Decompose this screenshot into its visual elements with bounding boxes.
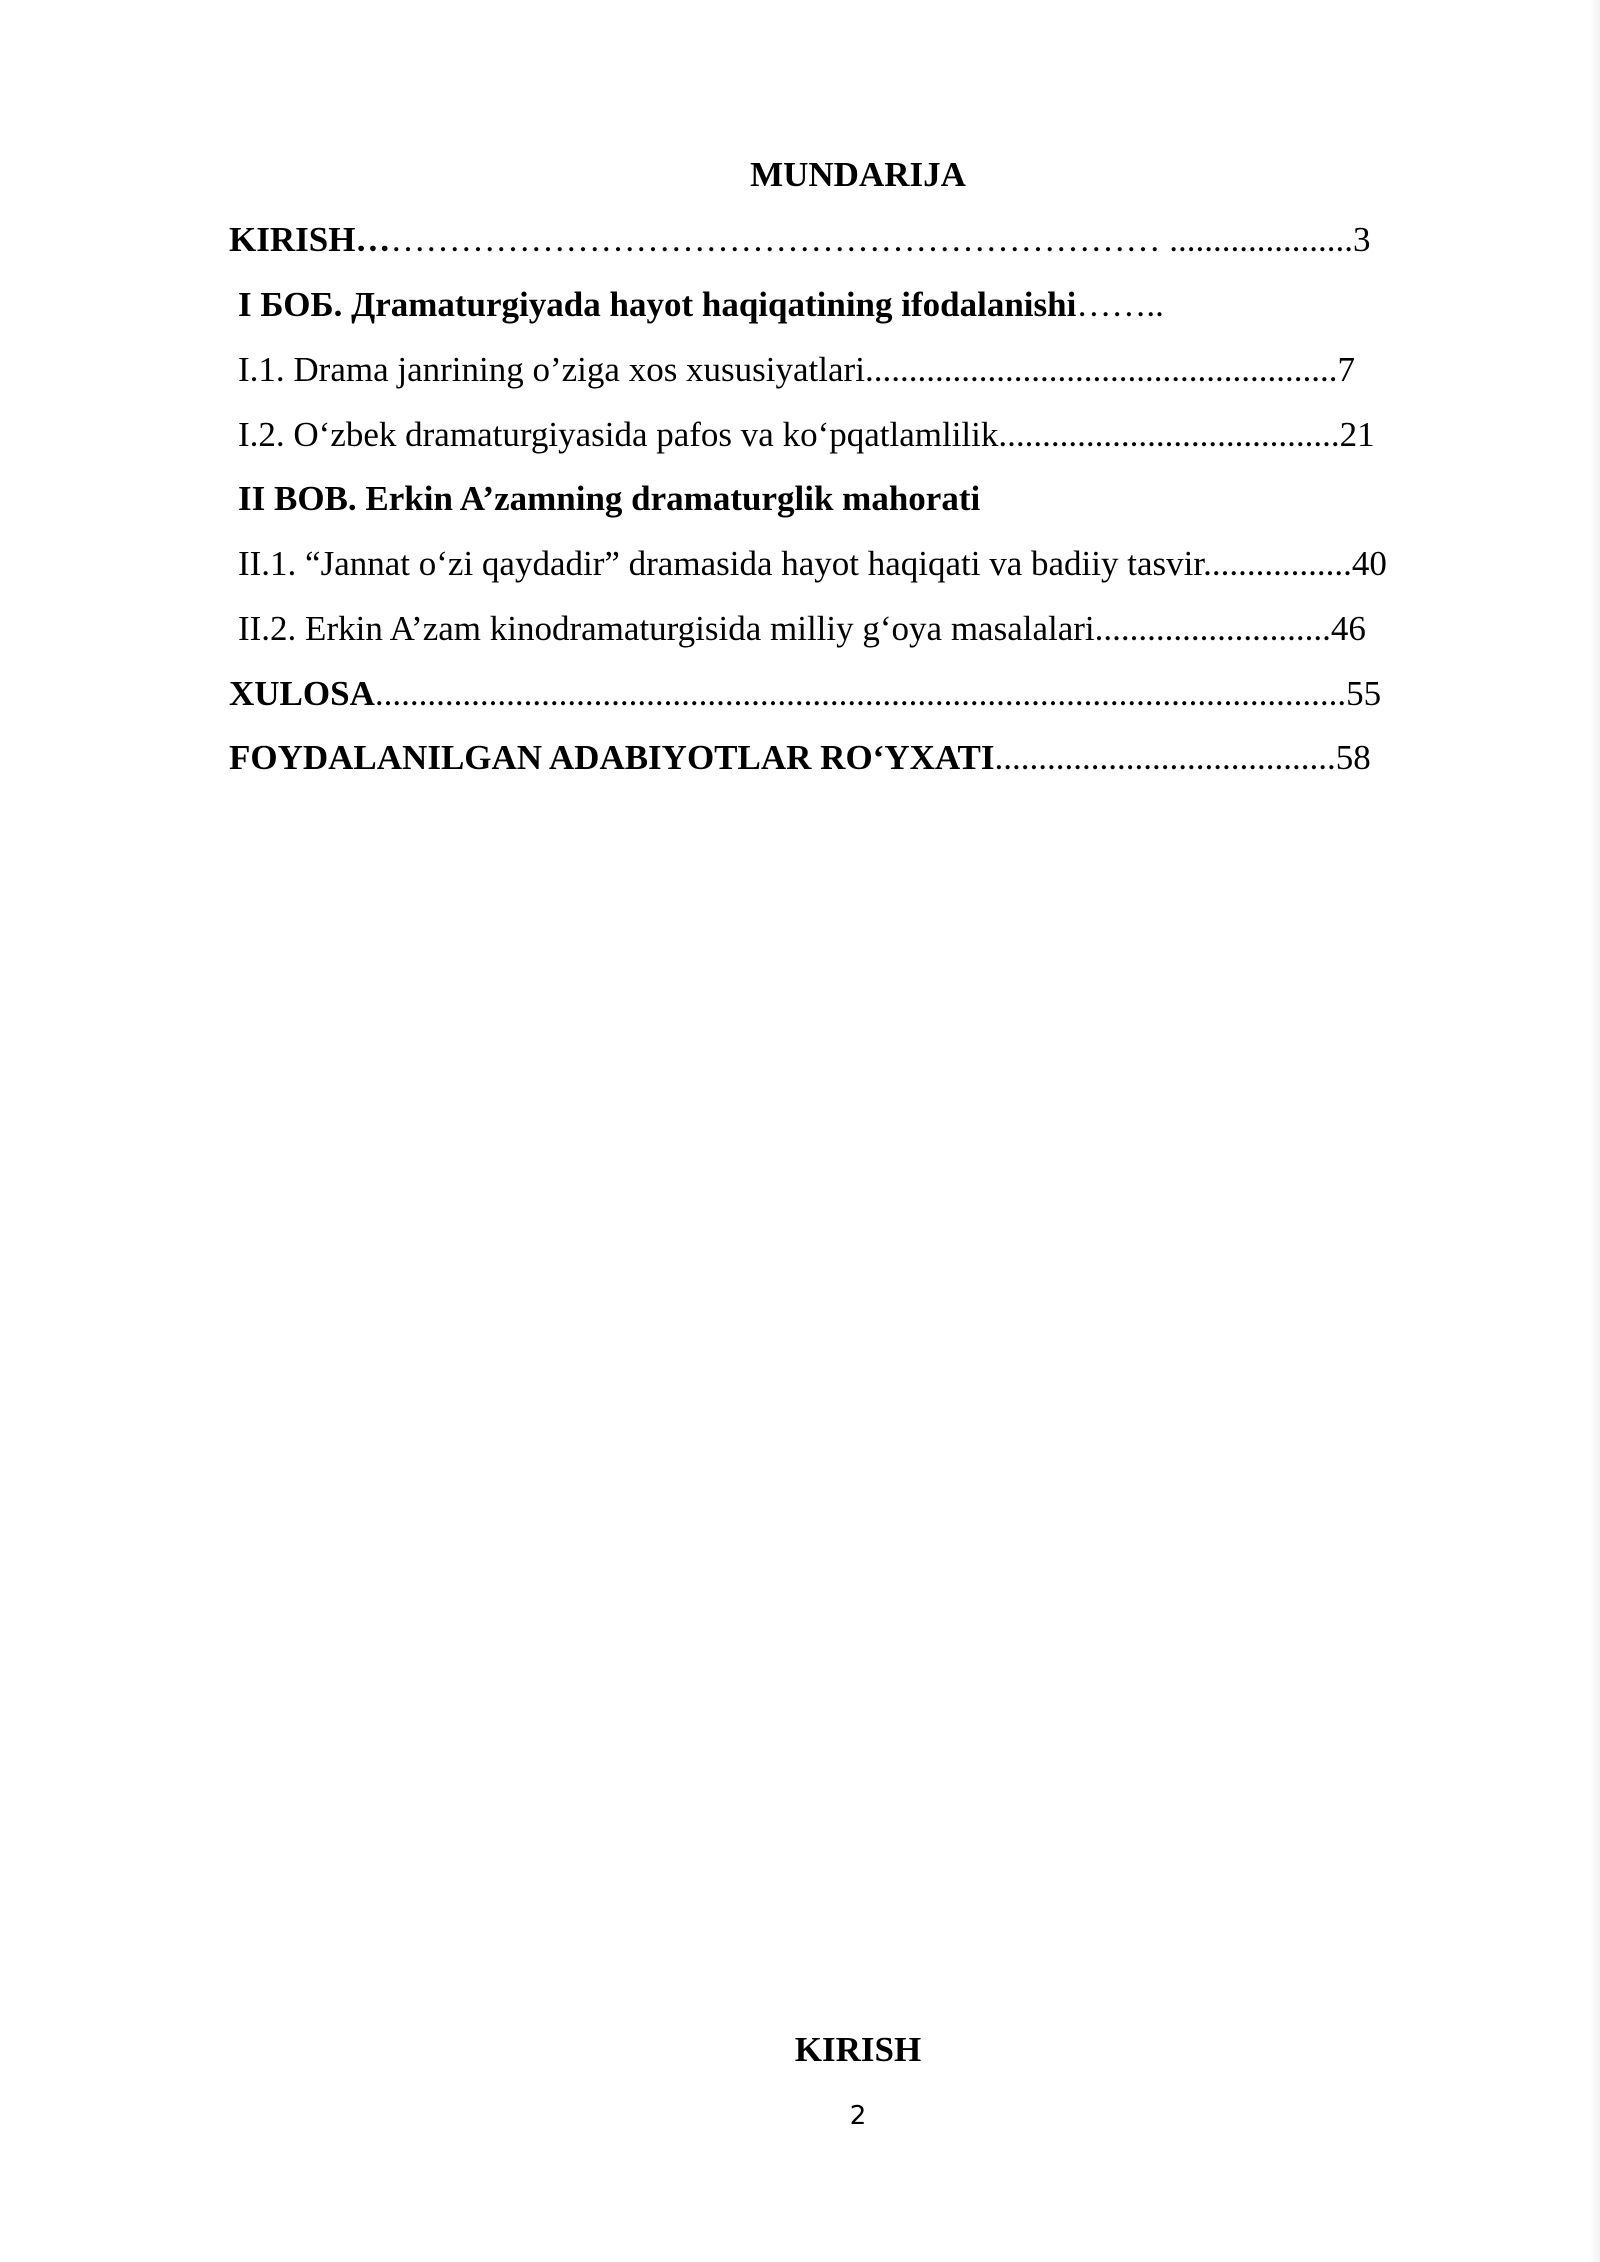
toc-entry-label: XULOSA [229,674,375,713]
toc-entry-section-2-1 [238,539,1387,589]
toc-entry-page: 55 [1346,674,1382,713]
toc-entry-label: II.2. Erkin A’zam kinodramaturgisida milliy g‘oya masalalari [238,609,1095,648]
toc-entry-page: 21 [1339,415,1375,454]
toc-entry-label: KIRISH… [229,220,391,259]
toc-entry-section-1-2 [238,410,1375,460]
toc-entry-bibliography [229,733,1371,783]
page-edge-shadow [1590,0,1600,2262]
toc-title: MUNDARIJA [750,155,966,194]
toc-entry-leader: ............................................................................................................... [374,674,1347,713]
toc-entry-kirish [229,215,1370,265]
toc-entry-leader: ........................... [1094,609,1331,648]
toc-entry-chapter-1 [238,280,1164,330]
toc-entry-label: II.1. “Jannat o‘zi qaydadir” dramasida hayot haqiqati va badiiy tasvir [238,544,1204,583]
toc-entry-label: I.1. Drama janrining o’ziga xos xususiyatlari [238,350,865,389]
toc-entry-page: 7 [1337,350,1355,389]
toc-entry-label: FOYDALANILGAN ADABIYOTLAR RO‘YXATI [229,738,995,777]
toc-entry-label: I.2. O‘zbek dramaturgiyasida pafos va ko‘pqatlamlilik [238,415,999,454]
toc-entry-leader: …….. [1076,285,1164,324]
toc-entry-leader: ....................................... [998,415,1340,454]
toc-entry-page: 40 [1351,544,1387,583]
toc-entry-section-2-2 [238,604,1366,654]
toc-entry-chapter-2 [238,474,980,524]
toc-entry-page: 46 [1330,609,1366,648]
toc-entry-xulosa [229,669,1381,719]
toc-entry-page: 3 [1352,220,1371,259]
toc-entry-page: 58 [1335,738,1371,777]
section-heading: KIRISH [794,2030,922,2069]
toc-entry-label: II BOB. Erkin A’zamning dramaturglik mahorati [238,479,981,518]
toc-entry-label: I БОБ. Дramaturgiyada hayot haqiqatining ifodalanishi [238,285,1077,324]
toc-entry-leader: ...................................................... [864,350,1338,389]
toc-entry-leader: ....................................... [994,738,1336,777]
toc-entry-section-1-1 [238,345,1355,395]
toc-entry-leader: ................. [1203,544,1352,583]
toc-entry-leader: ………………………………………………………… ..................... [390,220,1353,259]
page-number: 2 [849,2101,867,2131]
